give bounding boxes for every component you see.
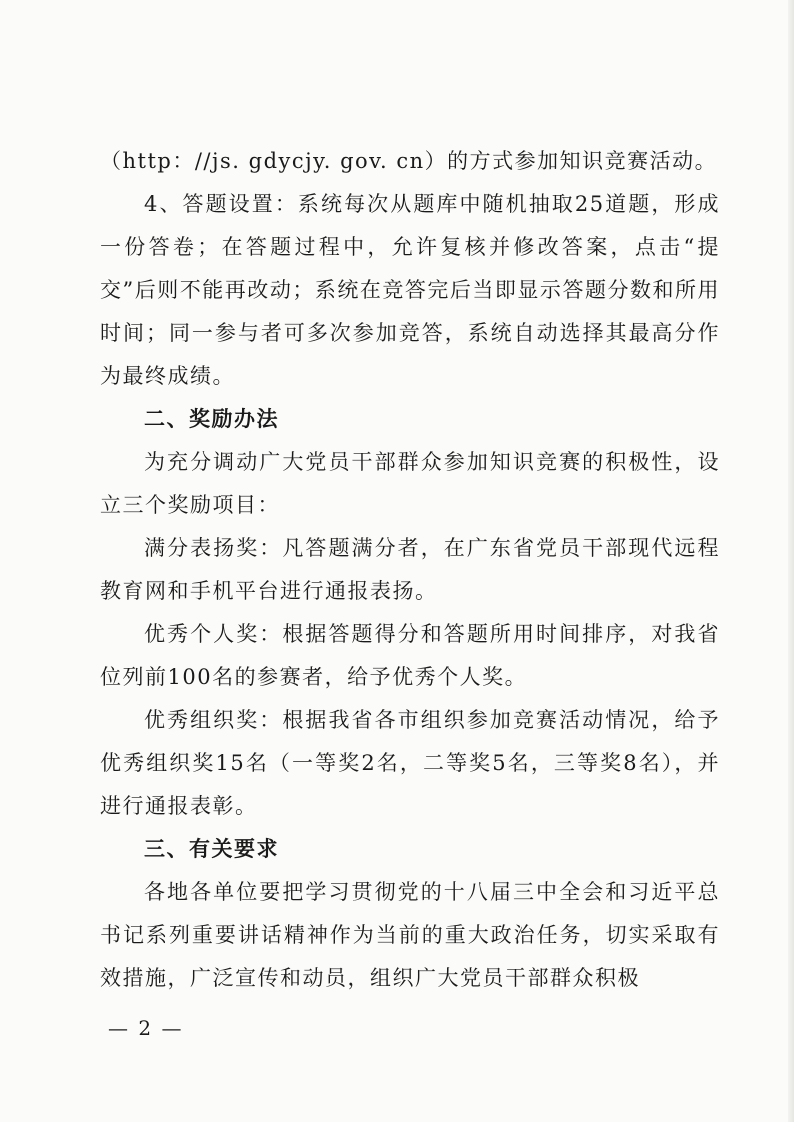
paragraph-full-score-award: 满分表扬奖：凡答题满分者，在广东省党员干部现代远程教育网和手机平台进行通报表扬。 — [100, 536, 720, 603]
paragraph-individual-award: 优秀个人奖：根据答题得分和答题所用时间排序，对我省位列前100名的参赛者，给予优秀个人奖。 — [100, 622, 720, 689]
paragraph-requirements: 各地各单位要把学习贯彻党的十八届三中全会和习近平总书记系列重要讲话精神作为当前的重大政治任务，切实采取有效措施，广泛宣传和动员，组织广大党员干部群众积极 — [100, 880, 720, 990]
section-heading-rewards: 二、奖励办法 — [144, 407, 279, 431]
paragraph-organization-award: 优秀组织奖：根据我省各市组织参加竞赛活动情况，给予优秀组织奖15名（一等奖2名，二等奖5名，三等奖8名），并进行通报表彰。 — [100, 708, 720, 818]
page-number: — 2 — — [108, 1016, 184, 1040]
section-heading-requirements: 三、有关要求 — [144, 837, 279, 861]
paragraph-rewards-intro: 为充分调动广大党员干部群众参加知识竞赛的积极性，设立三个奖励项目： — [100, 450, 720, 517]
scan-edge-shadow — [788, 0, 794, 1122]
paragraph-url-line: （http：//js. gdycjy. gov. cn）的方式参加知识竞赛活动。 — [100, 149, 718, 173]
paragraph-answer-settings: 4、答题设置：系统每次从题库中随机抽取25道题，形成一份答卷；在答题过程中，允许复核并修改答案，点击“提交”后则不能再改动；系统在竞答完后当即显示答题分数和所用时间；同一参与者可多次参加竞答，系统自动选择其最高分作为最终成绩。 — [100, 192, 720, 388]
document-body — [100, 140, 720, 1000]
